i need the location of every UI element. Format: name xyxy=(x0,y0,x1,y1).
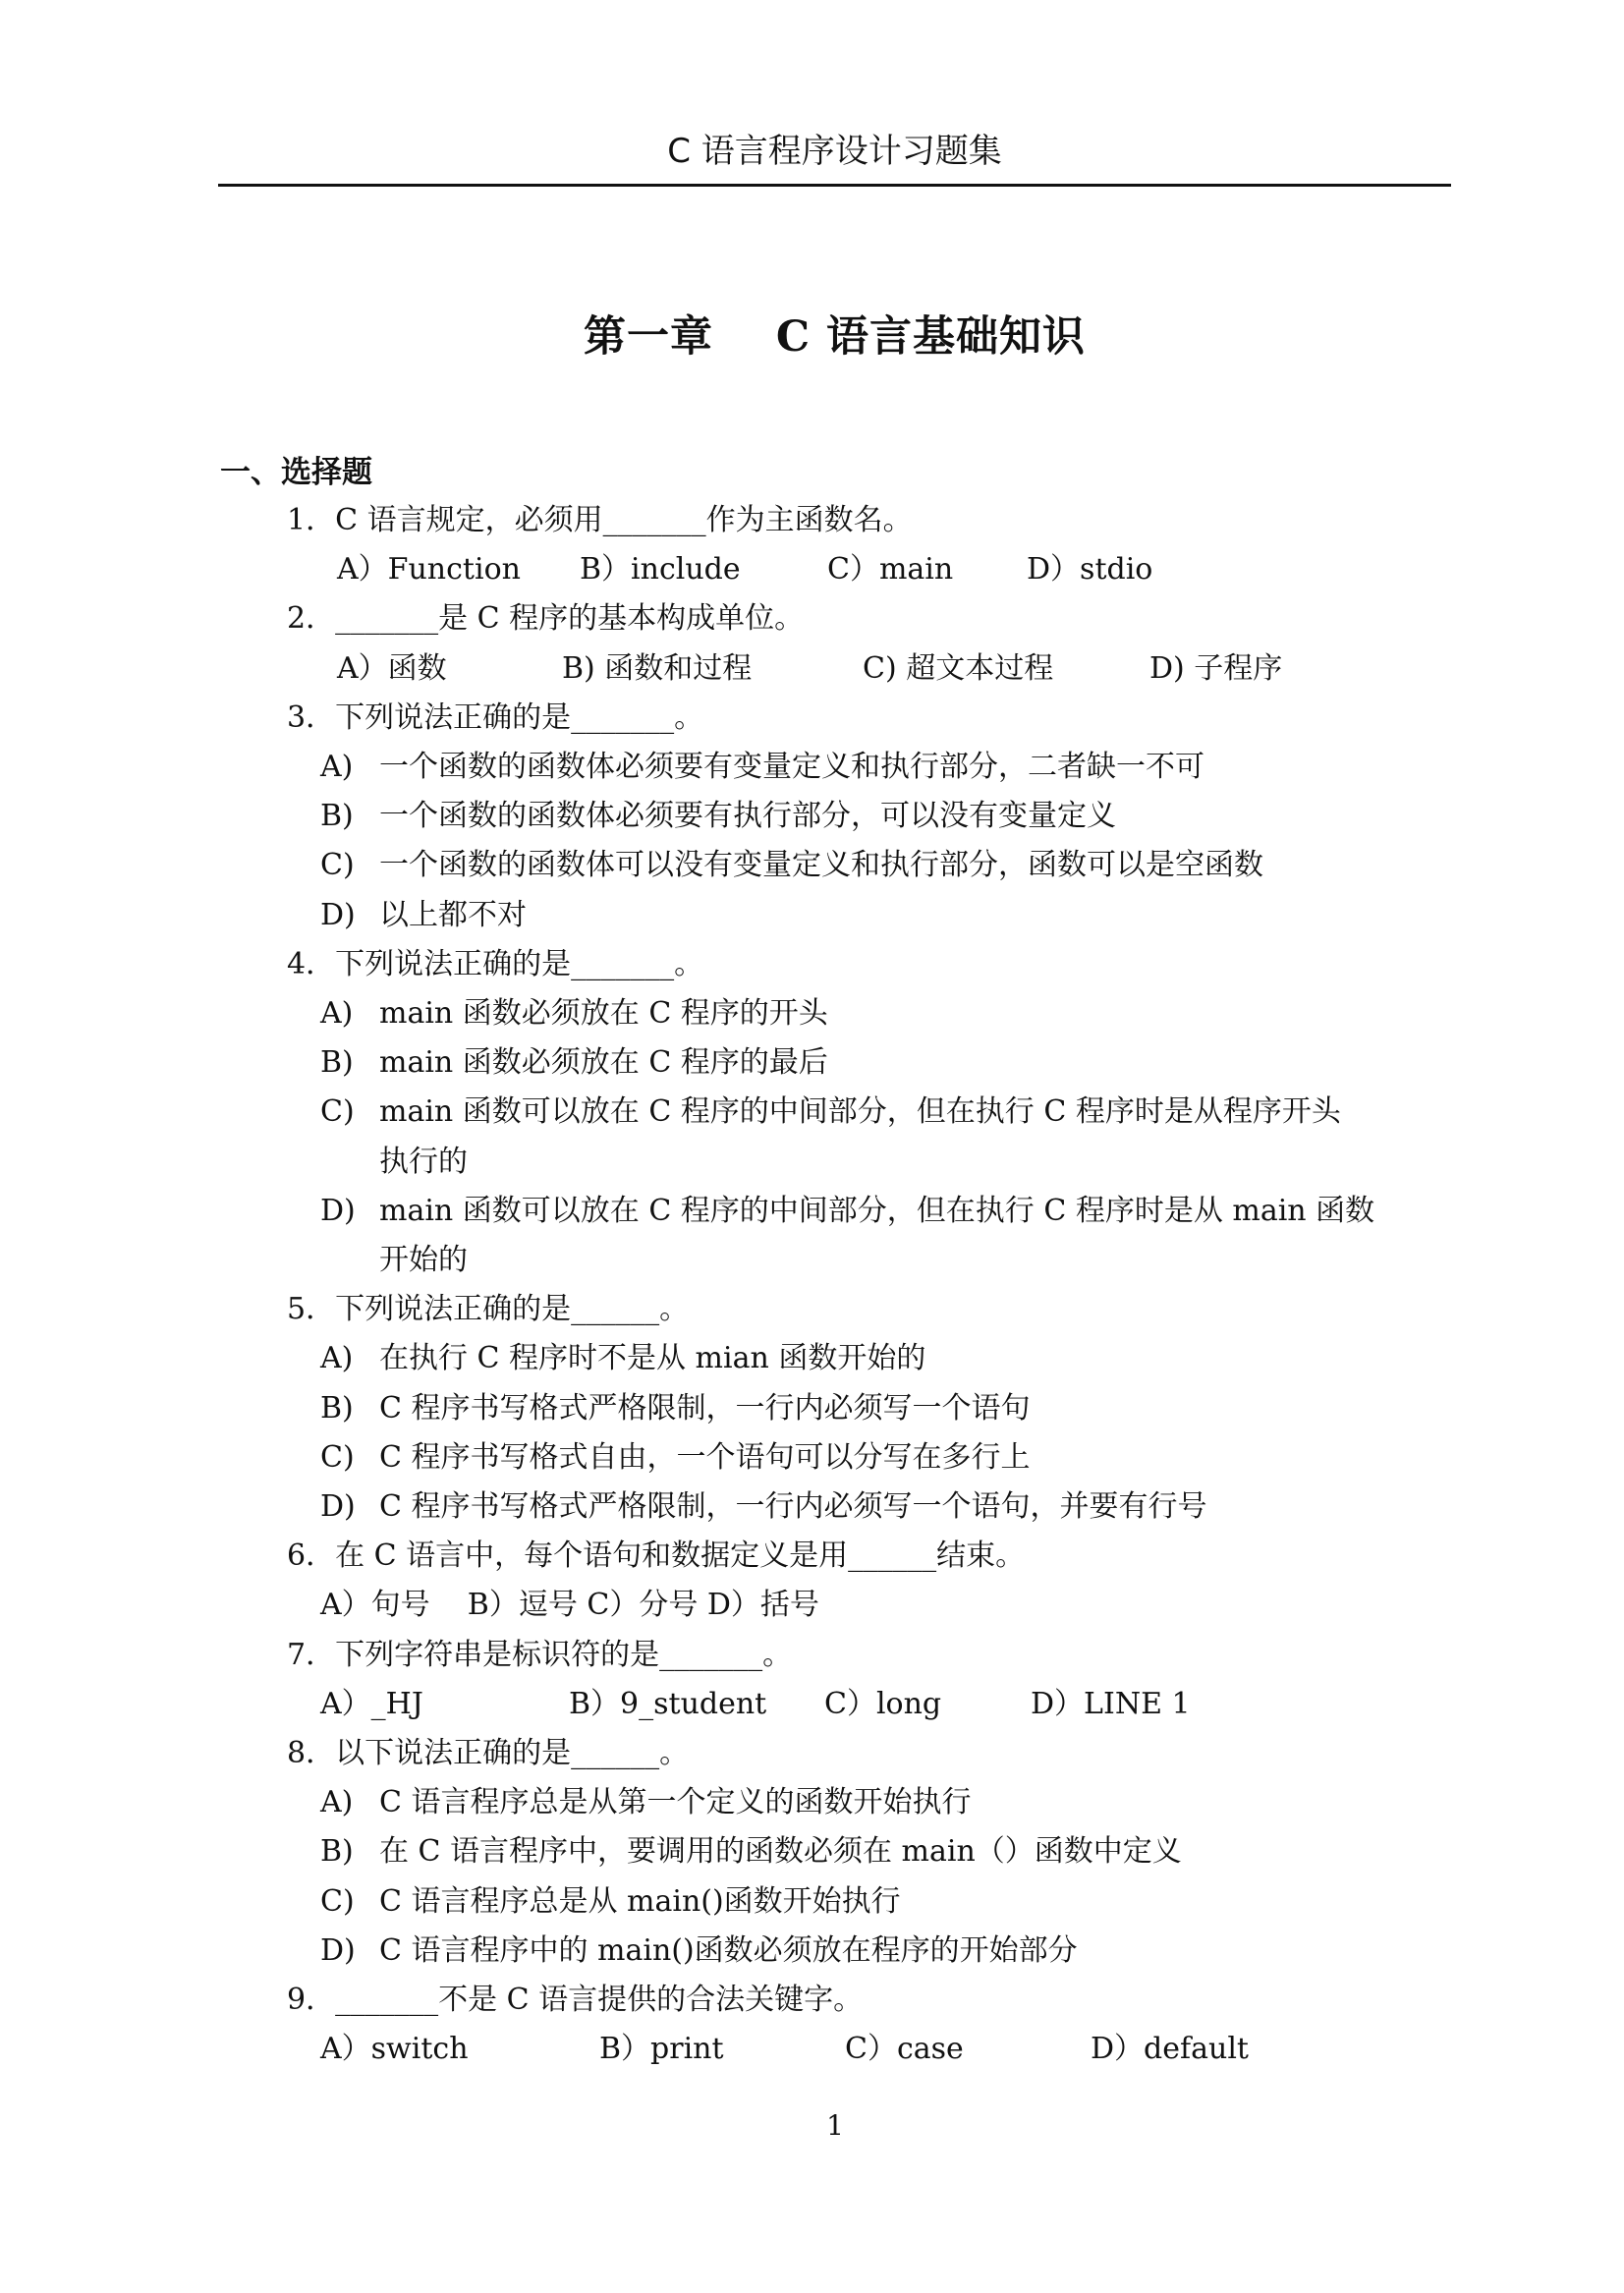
question-list xyxy=(218,496,1451,2075)
option-a: A）Function xyxy=(337,552,521,587)
option-label: B) xyxy=(320,1045,354,1081)
option-a: A）switch xyxy=(320,2032,469,2067)
question-text: 在 C 语言中，每个语句和数据定义是用______结束。 xyxy=(335,1538,1026,1574)
option-c xyxy=(218,1433,1451,1482)
option-row xyxy=(218,644,1451,694)
question-text: 下列字符串是标识符的是_______。 xyxy=(335,1637,793,1672)
question-3 xyxy=(218,694,1451,743)
question-text: _______是 C 程序的基本构成单位。 xyxy=(335,601,805,637)
option-text: 一个函数的函数体必须要有执行部分，可以没有变量定义 xyxy=(379,799,1116,834)
question-number: 8． xyxy=(287,1736,336,1771)
option-label: D) xyxy=(320,1193,356,1228)
question-text: 下列说法正确的是_______。 xyxy=(335,946,704,981)
option-text: C 语言程序总是从 main()函数开始执行 xyxy=(379,1883,901,1919)
option-label: B) xyxy=(320,1390,354,1426)
question-text: _______不是 C 语言提供的合法关键字。 xyxy=(335,1983,864,2018)
question-text: 下列说法正确的是______。 xyxy=(335,1292,690,1327)
option-text: main 函数必须放在 C 程序的最后 xyxy=(379,1045,828,1081)
option-row xyxy=(218,545,1451,594)
option-text: 在执行 C 程序时不是从 mian 函数开始的 xyxy=(379,1341,926,1376)
question-number: 4． xyxy=(287,946,336,981)
question-1 xyxy=(218,496,1451,545)
option-d xyxy=(218,1187,1451,1236)
option-label: C) xyxy=(320,1883,355,1919)
question-number: 2． xyxy=(287,601,336,637)
option-d: D）default xyxy=(1091,2032,1249,2067)
option-a xyxy=(218,989,1451,1038)
option-label: A) xyxy=(320,750,354,785)
option-label: C) xyxy=(320,848,355,883)
option-text: 一个函数的函数体可以没有变量定义和执行部分，函数可以是空函数 xyxy=(379,848,1263,883)
question-8 xyxy=(218,1729,1451,1778)
option-d xyxy=(218,1927,1451,1976)
option-label: D) xyxy=(320,897,356,932)
option-label: C) xyxy=(320,1094,355,1130)
option-c: C) 超文本过程 xyxy=(863,650,1054,686)
page-number: 1 xyxy=(826,2109,844,2142)
option-d xyxy=(218,891,1451,940)
option-row xyxy=(218,1680,1451,1729)
option-text: C 语言程序总是从第一个定义的函数开始执行 xyxy=(379,1785,972,1820)
section-title: 一、选择题 xyxy=(220,455,372,490)
question-5 xyxy=(218,1285,1451,1334)
option-b xyxy=(218,792,1451,841)
option-a: A）_HJ xyxy=(320,1686,423,1721)
option-a xyxy=(218,743,1451,792)
option-label: D) xyxy=(320,1932,356,1968)
option-a: A）函数 xyxy=(337,650,447,686)
option-b: B) 函数和过程 xyxy=(562,650,753,686)
option-c xyxy=(218,1088,1451,1137)
option-label: B) xyxy=(320,1834,354,1870)
option-text: C 程序书写格式自由，一个语句可以分写在多行上 xyxy=(379,1439,1031,1475)
running-header: C 语言程序设计习题集 xyxy=(667,132,1002,171)
question-6 xyxy=(218,1532,1451,1581)
question-2 xyxy=(218,594,1451,643)
chapter-title: 第一章 C 语言基础知识 xyxy=(583,312,1087,362)
option-d: D) 子程序 xyxy=(1149,650,1283,686)
option-text: main 函数必须放在 C 程序的开头 xyxy=(379,996,828,1032)
option-a xyxy=(218,1778,1451,1827)
option-c xyxy=(218,1877,1451,1927)
question-text: 下列说法正确的是_______。 xyxy=(335,699,704,735)
question-number: 1． xyxy=(287,503,336,537)
option-c: C）long xyxy=(824,1686,942,1721)
option-text: main 函数可以放在 C 程序的中间部分，但在执行 C 程序时是从 main 函数 xyxy=(379,1193,1375,1228)
option-continuation: 执行的 xyxy=(379,1144,468,1179)
option-a xyxy=(218,1334,1451,1383)
option-text: 以上都不对 xyxy=(379,897,527,932)
question-text: 以下说法正确的是______。 xyxy=(335,1736,690,1771)
question-4 xyxy=(218,940,1451,989)
option-b: B）include xyxy=(580,552,741,587)
question-9 xyxy=(218,1976,1451,2025)
option-row xyxy=(218,2025,1451,2074)
question-number: 6． xyxy=(287,1538,336,1574)
option-label: C) xyxy=(320,1439,355,1475)
option-b: B）9_student xyxy=(569,1686,767,1721)
option-b: B）print xyxy=(599,2032,724,2067)
question-number: 3． xyxy=(287,699,336,735)
option-b xyxy=(218,1038,1451,1088)
question-number: 5． xyxy=(287,1292,336,1327)
option-c: C）main xyxy=(827,552,954,587)
option-text: C 语言程序中的 main()函数必须放在程序的开始部分 xyxy=(379,1932,1078,1968)
option-label: B) xyxy=(320,799,354,834)
option-c xyxy=(218,841,1451,890)
header-rule xyxy=(218,184,1451,187)
option-continuation: 开始的 xyxy=(379,1243,468,1278)
option-d: D）LINE 1 xyxy=(1031,1686,1191,1721)
option-label: A) xyxy=(320,1785,354,1820)
option-text: main 函数可以放在 C 程序的中间部分，但在执行 C 程序时是从程序开头 xyxy=(379,1094,1341,1130)
option-row: A）句号 B）逗号 C）分号 D）括号 xyxy=(320,1588,819,1623)
option-label: A) xyxy=(320,996,354,1032)
option-text: C 程序书写格式严格限制，一行内必须写一个语句 xyxy=(379,1390,1031,1426)
option-label: A) xyxy=(320,1341,354,1376)
question-7 xyxy=(218,1631,1451,1680)
question-text: C 语言规定，必须用_______作为主函数名。 xyxy=(335,503,913,537)
option-b xyxy=(218,1827,1451,1876)
option-b xyxy=(218,1384,1451,1433)
option-c: C）case xyxy=(845,2032,964,2067)
option-text: 在 C 语言程序中，要调用的函数必须在 main（）函数中定义 xyxy=(379,1834,1182,1870)
option-text: C 程序书写格式严格限制，一行内必须写一个语句，并要有行号 xyxy=(379,1489,1207,1525)
question-number: 9． xyxy=(287,1983,336,2018)
option-d: D）stdio xyxy=(1027,552,1153,587)
question-number: 7． xyxy=(287,1637,336,1672)
option-text: 一个函数的函数体必须要有变量定义和执行部分，二者缺一不可 xyxy=(379,750,1204,785)
option-label: D) xyxy=(320,1489,356,1525)
option-d xyxy=(218,1482,1451,1532)
